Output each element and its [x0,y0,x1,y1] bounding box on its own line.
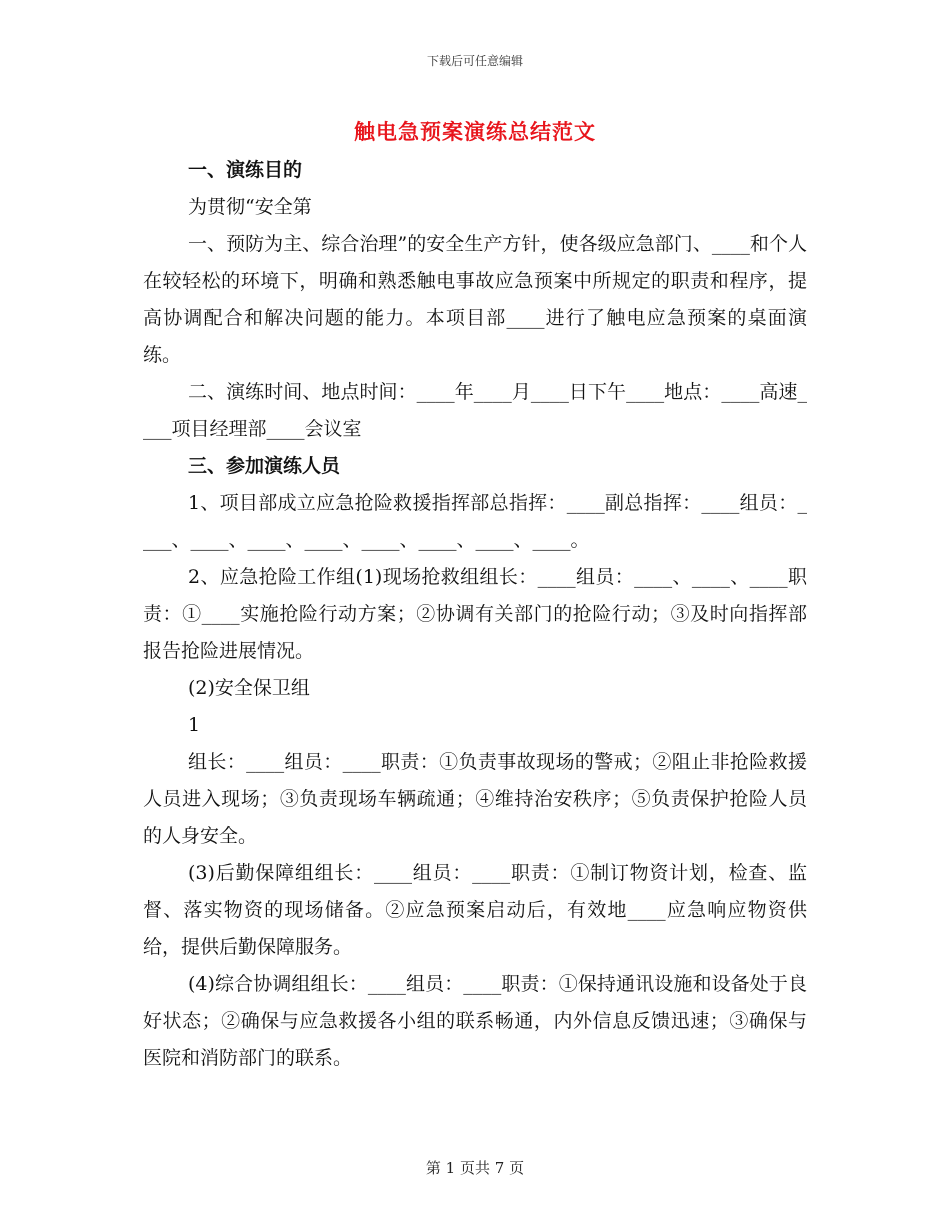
paragraph: (3)后勤保障组组长：____组员：____职责：①制订物资计划，检查、监督、落实物资的现场储备。②应急预案启动后，有效地____应急响应物资供给，提供后勤保障服务。 [143,862,807,958]
paragraph: (4)综合协调组组长：____组员：____职责：①保持通讯设施和设备处于良好状态；②确保与应急救援各小组的联系畅通，内外信息反馈迅速；③确保与医院和消防部门的联系。 [143,973,807,1069]
paragraph: 2、应急抢险工作组(1)现场抢救组组长：____组员：____、____、____职责：①____实施抢险行动方案；②协调有关部门的抢险行动；③及时向指挥部报告抢险进展情况。 [143,566,807,662]
paragraph: 为贯彻“安全第 [188,196,312,218]
paragraph: 1、项目部成立应急抢险救援指挥部总指挥：____副总指挥：____组员：____、____、____、____、____、____、____、____。 [143,492,807,551]
page-indicator: 第 1 页共 7 页 [425,1159,525,1177]
header-note: 下载后可任意编辑 [426,54,523,68]
paragraph: 1 [188,714,201,736]
section-heading-purpose: 一、演练目的 [188,159,303,181]
paragraph: (2)安全保卫组 [188,677,310,699]
document-body [143,152,807,1077]
section-heading-participants: 三、参加演练人员 [188,455,341,477]
paragraph: 组长：____组员：____职责：①负责事故现场的警戒；②阻止非抢险救援人员进入现场；③负责现场车辆疏通；④维持治安秩序；⑤负责保护抢险人员的人身安全。 [143,751,807,847]
paragraph: 一、预防为主、综合治理”的安全生产方针，使各级应急部门、____和个人在较轻松的环境下，明确和熟悉触电事故应急预案中所规定的职责和程序，提高协调配合和解决问题的能力。本项目部____进行了触电应急预案的桌面演练。 [143,233,807,366]
document-title: 触电急预案演练总结范文 [354,119,596,144]
paragraph: 二、演练时间、地点时间：____年____月____日下午____地点：____高速____项目经理部____会议室 [143,381,807,440]
